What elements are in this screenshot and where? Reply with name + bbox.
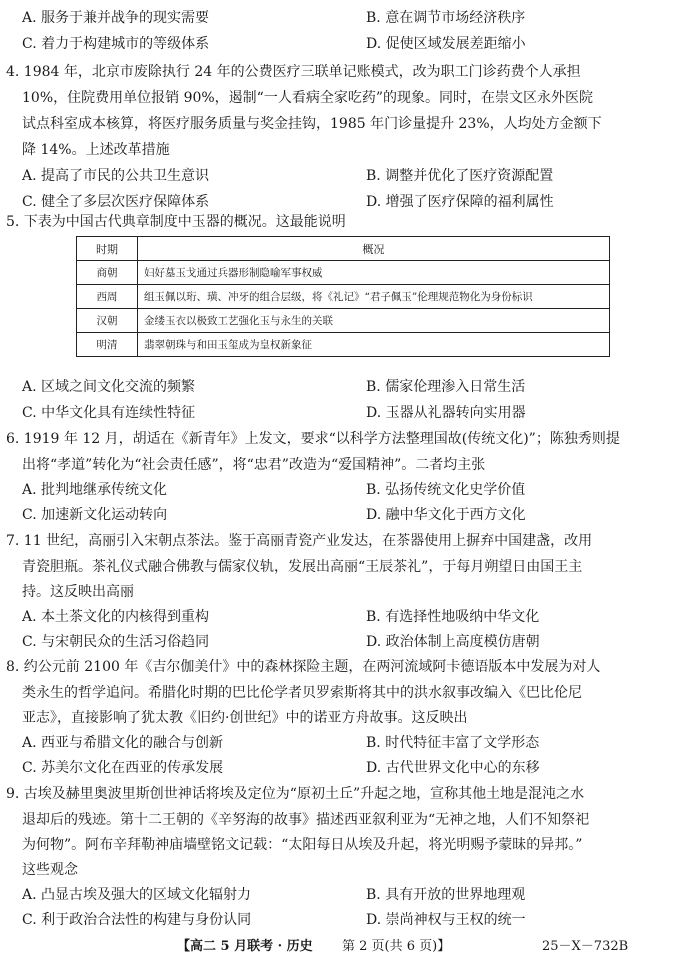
table-cell-overview: 组玉佩以珩、璜、冲牙的组合层级，将《礼记》“君子佩玉”伦理规范物化为身份标识 [138,285,610,309]
table-header-period: 时期 [77,237,138,261]
q6-option-d: D. 融中华文化于西方文化 [366,507,526,523]
q6-stem-line-1: 6. 1919 年 12 月，胡适在《新青年》上发文，要求“以科学方法整理国故(传统文化)”；陈独秀则提 [6,431,620,447]
q9-option-d: D. 崇尚神权与王权的统一 [366,912,526,928]
q8-option-d: D. 古代世界文化中心的东移 [366,760,540,776]
q7-stem-line-2: 青瓷胆瓶。茶礼仪式融合佛教与儒家仪轨，发展出高丽“王辰茶礼”，于每月朔望日由国王主 [22,559,583,575]
table-cell-period: 明清 [77,333,138,357]
q4-stem-line-2: 10%，住院费用单位报销 90%，遏制“一人看病全家吃药”的现象。同时，在崇文区永外医院 [22,90,593,106]
q7-stem-line-1: 7. 11 世纪，高丽引入宋朝点茶法。鉴于高丽青瓷产业发达，在茶器使用上摒弃中国建盏，改用 [6,533,593,549]
q7-stem-line-3: 持。这反映出高丽 [22,584,134,600]
table-cell-period: 商朝 [77,261,138,285]
table-cell-overview: 妇好墓玉戈通过兵器形制隐喻军事权威 [138,261,610,285]
q8-stem-line-3: 亚志》，直接影响了犹太教《旧约·创世纪》中的诺亚方舟故事。这反映出 [22,710,468,726]
q5-option-b: B. 儒家伦理渗入日常生活 [366,379,526,395]
q7-option-b: B. 有选择性地吸纳中华文化 [366,609,540,625]
q9-stem-line-3: 为何物”。阿布辛拜勒神庙墙壁铭文记载：“太阳每日从埃及升起，将光明赐予蒙昧的异邦。” [22,837,583,853]
footer-code: 25－X－732B [542,939,629,954]
q7-option-d: D. 政治体制上高度模仿唐朝 [366,634,540,650]
q8-stem-line-2: 类永生的哲学追问。希腊化时期的巴比伦学者贝罗索斯将其中的洪水叙事改编入《巴比伦尼 [22,685,582,701]
table-row [77,333,610,357]
q6-stem-line-2: 出将“孝道”转化为“社会责任感”，将“忠君”改造为“爱国精神”。二者均主张 [22,457,486,473]
q4-stem-line-4: 降 14%。上述改革措施 [22,142,170,158]
table-cell-overview: 金缕玉衣以极致工艺强化玉与永生的关联 [138,309,610,333]
q8-stem-line-1: 8. 约公元前 2100 年《吉尔伽美什》中的森林探险主题，在两河流域阿卡德语版本中发展为对人 [6,659,601,675]
q8-option-c: C. 苏美尔文化在西亚的传承发展 [22,760,224,776]
q9-stem-line-2: 退却后的残迹。第十二王朝的《辛努海的故事》描述西亚叙利亚为“无神之地，人们不知祭祀 [22,812,590,828]
q7-option-a: A. 本土茶文化的内核得到重构 [22,609,210,625]
table-row [77,285,610,309]
q8-option-b: B. 时代特征丰富了文学形态 [366,735,540,751]
q5-option-c: C. 中华文化具有连续性特征 [22,405,196,421]
table-row [77,309,610,333]
footer-title-text: 【高二 5 月联考 · 历史 [177,939,313,954]
q9-option-b: B. 具有开放的世界地理观 [366,887,526,903]
footer-page: 第 2 页(共 6 页)】 [342,939,451,954]
q4-option-a: A. 提高了市民的公共卫生意识 [22,168,210,184]
q3-option-a: A. 服务于兼并战争的现实需要 [22,10,210,26]
q9-stem-line-1: 9. 古埃及赫里奥波里斯创世神话将埃及定位为“原初土丘”升起之地，宣称其他土地是混沌之水 [6,786,585,802]
table-header-overview: 概况 [138,237,610,261]
q9-stem-line-4: 这些观念 [22,862,78,878]
q4-option-d: D. 增强了医疗保障的福利属性 [366,194,554,210]
q4-option-c: C. 健全了多层次医疗保障体系 [22,194,210,210]
q4-stem-line-3: 试点科室成本核算，将医疗服务质量与奖金挂钩，1985 年门诊量提升 23%，人均处方金额下 [22,116,602,132]
q6-option-a: A. 批判地继承传统文化 [22,482,168,498]
q5-option-a: A. 区域之间文化交流的频繁 [22,379,196,395]
q6-option-b: B. 弘扬传统文化史学价值 [366,482,526,498]
q5-stem: 5. 下表为中国古代典章制度中玉器的概况。这最能说明 [6,214,346,230]
q7-option-c: C. 与宋朝民众的生活习俗趋同 [22,634,210,650]
q3-option-b: B. 意在调节市场经济秩序 [366,10,526,26]
q9-option-c: C. 利于政治合法性的构建与身份认同 [22,912,252,928]
q3-option-d: D. 促使区域发展差距缩小 [366,36,526,52]
table-cell-period: 汉朝 [77,309,138,333]
table-row [77,261,610,285]
q6-option-c: C. 加速新文化运动转向 [22,507,168,523]
table-cell-overview: 翡翠朝珠与和田玉玺成为皇权新象征 [138,333,610,357]
q8-option-a: A. 西亚与希腊文化的融合与创新 [22,735,224,751]
table-cell-period: 西周 [77,285,138,309]
footer-title [177,935,313,954]
q4-stem-line-1: 4. 1984 年，北京市废除执行 24 年的公费医疗三联单记账模式，改为职工门诊药费个人承担 [6,64,581,80]
q4-option-b: B. 调整并优化了医疗资源配置 [366,168,554,184]
q5-option-d: D. 玉器从礼器转向实用器 [366,405,526,421]
jade-table [76,236,610,357]
q3-option-c: C. 着力于构建城市的等级体系 [22,36,210,52]
table-header-row [77,237,610,261]
q9-option-a: A. 凸显古埃及强大的区域文化辐射力 [22,887,252,903]
